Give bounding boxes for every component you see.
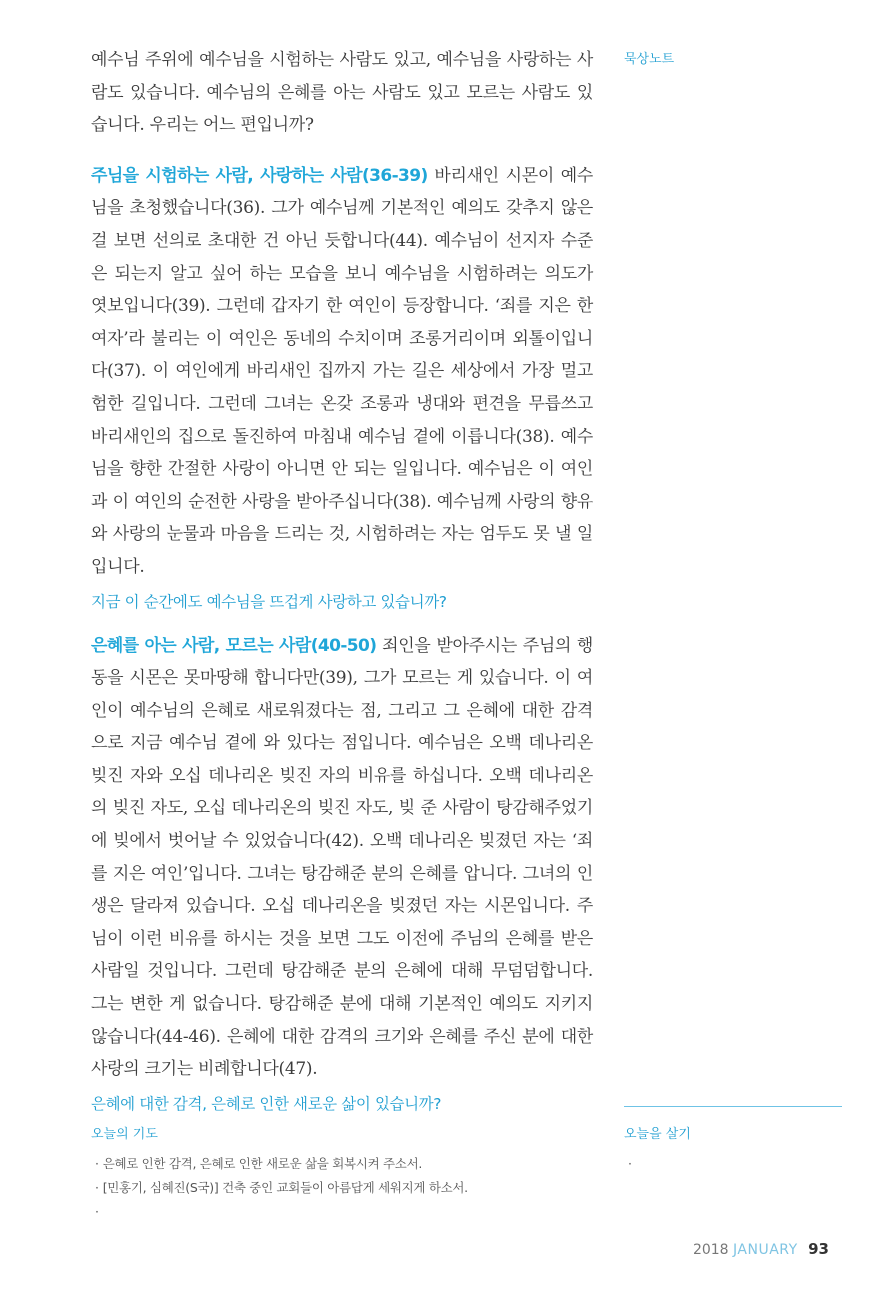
section-1-question: 지금 이 순간에도 예수님을 뜨겁게 사랑하고 있습니까? [91,592,447,611]
section-2-question: 은혜에 대한 감격, 은혜로 인한 새로운 삶이 있습니까? [91,1094,442,1113]
footer-month: JANUARY [733,1242,798,1258]
page-footer [693,1240,829,1258]
section-1-heading: 주님을 시험하는 사람, 사랑하는 사람(36-39) [91,165,428,186]
main-text [91,44,593,1132]
page-number: 93 [808,1240,829,1258]
section-1-paragraph [91,160,593,584]
prayer-title: 오늘의 기도 [91,1127,158,1142]
intro-paragraph: 예수님 주위에 예수님을 시험하는 사람도 있고, 예수님을 사랑하는 사람도 있습니다. 예수님의 은혜를 아는 사람도 있고 모르는 사람도 있습니다. 우리는 어느 편입니까? [91,50,593,136]
prayer-item: · [민홍기, 심혜진(S국)] 건축 중인 교회들이 아름답게 세워지게 하소서. [91,1176,591,1200]
practice-title: 오늘을 살기 [624,1127,691,1142]
prayer-box [91,1125,591,1224]
footer-year: 2018 [692,1242,729,1258]
practice-box [624,1125,842,1176]
section-1-body: 바리새인 시몬이 예수님을 초청했습니다(36). 그가 예수님께 기본적인 예의도 갖추지 않은 걸 보면 선의로 초대한 건 아닌 듯합니다(44). 예수님이 선지자 수준은 되는지 알고 싶어 하는 모습을 보니 예수님을 시험하려는 의도가 엿보입니다(39). 그런데 갑자기 한 여인이 등장합니다. ‘죄를 지은 한 여자’라 불리는 이 여인은 동네의 수치이며 조롱거리이며 외톨이입니다(37). 이 여인에게 바리새인 집까지 가는 길은 세상에서 가장 멀고 험한 길입니다. 그런데 그녀는 온갖 조롱과 냉대와 편견을 무릅쓰고 바리새인의 집으로 돌진하여 마침내 예수님 곁에 이릅니다(38). 예수님을 향한 간절한 사랑이 아니면 안 되는 일입니다. 예수님은 이 여인과 이 여인의 순전한 사랑을 받아주십니다(38). 예수님께 사랑의 향유와 사랑의 눈물과 마음을 드리는 것, 시험하려는 자는 엄두도 못 낼 일입니다. [91,165,594,577]
section-2-body: 죄인을 받아주시는 주님의 행동을 시몬은 못마땅해 합니다만(39), 그가 모르는 게 있습니다. 이 여인이 예수님의 은혜로 새로워졌다는 점, 그리고 그 은혜에 대한 감격으로 지금 예수님 곁에 와 있다는 점입니다. 예수님은 오백 데나리온 빚진 자와 오십 데나리온 빚진 자의 비유를 하십니다. 오백 데나리온의 빚진 자도, 오십 데나리온의 빚진 자도, 빚 준 사람이 탕감해주었기에 빚에서 벗어날 수 있었습니다(42). 오백 데나리온 빚졌던 자는 ‘죄를 지은 여인’입니다. 그녀는 탕감해준 분의 은혜를 압니다. 그녀의 인생은 달라져 있습니다. 오십 데나리온을 빚졌던 자는 시몬입니다. 주님이 이런 비유를 하시는 것을 보면 그도 이전에 주님의 은혜를 받은 사람일 것입니다. 그런데 탕감해준 분의 은혜에 대해 무덤덤합니다. 그는 변한 게 없습니다. 탕감해준 분에 대해 기본적인 예의도 지키지 않습니다(44-46). 은혜에 대한 감격의 크기와 은혜를 주신 분에 대한 사랑의 크기는 비례합니다(47). [91,635,593,1080]
prayer-list [91,1152,591,1224]
section-2-heading: 은혜를 아는 사람, 모르는 사람(40-50) [91,635,377,656]
practice-list [624,1152,842,1176]
meditation-note-label: 묵상노트 [624,52,675,67]
prayer-item: · 은혜로 인한 감격, 은혜로 인한 새로운 삶을 회복시켜 주소서. [91,1152,591,1176]
prayer-item-blank[interactable] [91,1200,591,1224]
section-2-paragraph [91,630,593,1086]
practice-item-blank[interactable] [624,1152,842,1176]
practice-divider [624,1106,842,1107]
